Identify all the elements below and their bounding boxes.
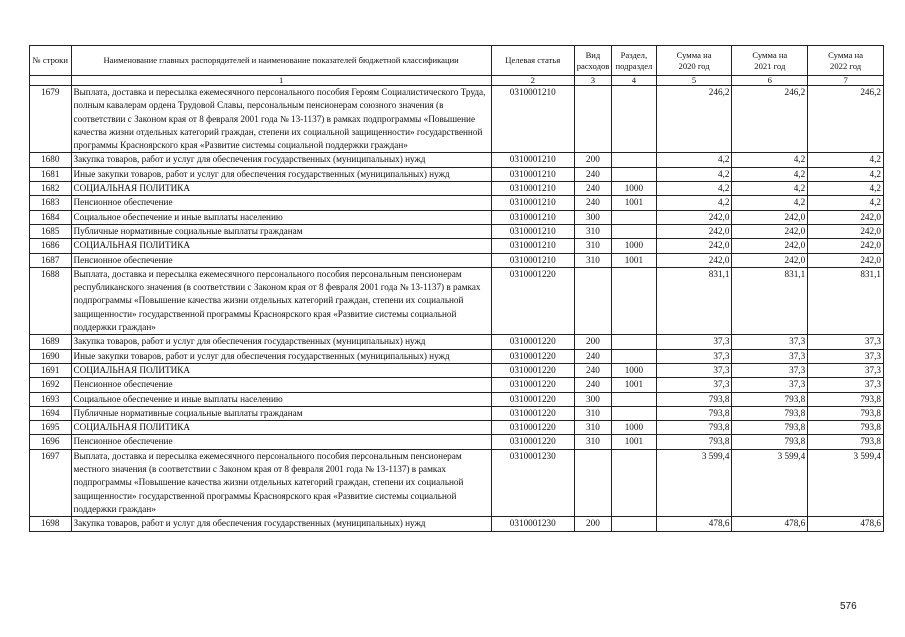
sum-2020-cell: 793,8 <box>656 435 732 449</box>
sum-2020-cell: 37,3 <box>656 349 732 363</box>
sum-2020-cell: 37,3 <box>656 335 732 349</box>
sum-2020-cell: 4,2 <box>656 153 732 167</box>
header-row-number: № строки <box>30 46 72 76</box>
table-row <box>30 239 884 253</box>
header-section <box>612 46 657 76</box>
section-cell: 1001 <box>612 196 657 210</box>
sum-2021-cell: 4,2 <box>732 196 808 210</box>
table-row <box>30 349 884 363</box>
sum-2021-cell: 242,0 <box>732 239 808 253</box>
column-number: 4 <box>612 76 657 86</box>
header-sum-2022-line1: Сумма на <box>828 49 864 60</box>
target-article-cell: 0310001210 <box>491 182 574 196</box>
row-number-cell: 1687 <box>30 253 72 267</box>
sum-2022-cell: 37,3 <box>808 378 884 392</box>
section-cell: 1000 <box>612 363 657 377</box>
expense-type-cell: 240 <box>574 167 611 181</box>
name-cell: Пенсионное обеспечение <box>71 253 491 267</box>
expense-type-cell: 310 <box>574 224 611 238</box>
section-cell: 1001 <box>612 435 657 449</box>
row-number-cell: 1689 <box>30 335 72 349</box>
expense-type-cell: 310 <box>574 406 611 420</box>
row-number-cell: 1685 <box>30 224 72 238</box>
section-cell <box>612 449 657 516</box>
section-cell: 1000 <box>612 239 657 253</box>
sum-2022-cell: 4,2 <box>808 182 884 196</box>
sum-2020-cell: 793,8 <box>656 421 732 435</box>
sum-2022-cell: 4,2 <box>808 196 884 210</box>
row-number-cell: 1684 <box>30 210 72 224</box>
section-cell: 1001 <box>612 253 657 267</box>
sum-2021-cell: 242,0 <box>732 253 808 267</box>
sum-2021-cell: 793,8 <box>732 435 808 449</box>
sum-2022-cell: 246,2 <box>808 86 884 153</box>
target-article-cell: 0310001210 <box>491 167 574 181</box>
column-number: 2 <box>491 76 574 86</box>
sum-2020-cell: 831,1 <box>656 267 732 334</box>
header-sum-2021-line1: Сумма на <box>752 49 788 60</box>
target-article-cell: 0310001220 <box>491 363 574 377</box>
name-cell: Пенсионное обеспечение <box>71 196 491 210</box>
table-row <box>30 167 884 181</box>
target-article-cell: 0310001210 <box>491 196 574 210</box>
table-row <box>30 435 884 449</box>
target-article-cell: 0310001220 <box>491 392 574 406</box>
row-number-cell: 1697 <box>30 449 72 516</box>
header-sum-2020-line2: 2020 год <box>678 60 710 71</box>
column-number: 5 <box>656 76 732 86</box>
sum-2022-cell: 242,0 <box>808 224 884 238</box>
expense-type-cell: 310 <box>574 239 611 253</box>
section-cell <box>612 86 657 153</box>
expense-type-cell: 300 <box>574 210 611 224</box>
sum-2020-cell: 4,2 <box>656 182 732 196</box>
row-number-cell: 1695 <box>30 421 72 435</box>
sum-2020-cell: 4,2 <box>656 167 732 181</box>
sum-2020-cell: 4,2 <box>656 196 732 210</box>
sum-2021-cell: 4,2 <box>732 182 808 196</box>
sum-2021-cell: 793,8 <box>732 406 808 420</box>
sum-2020-cell: 793,8 <box>656 392 732 406</box>
sum-2021-cell: 4,2 <box>732 167 808 181</box>
section-cell <box>612 406 657 420</box>
document-page <box>29 45 884 532</box>
expense-type-cell: 310 <box>574 435 611 449</box>
sum-2021-cell: 3 599,4 <box>732 449 808 516</box>
table-row <box>30 363 884 377</box>
header-section-line1: Раздел, <box>620 49 648 60</box>
sum-2021-cell: 246,2 <box>732 86 808 153</box>
header-target-article: Целевая статья <box>491 46 574 76</box>
sum-2020-cell: 246,2 <box>656 86 732 153</box>
table-row <box>30 196 884 210</box>
table-row <box>30 224 884 238</box>
table-row <box>30 421 884 435</box>
section-cell: 1001 <box>612 378 657 392</box>
table-row <box>30 449 884 516</box>
target-article-cell: 0310001220 <box>491 406 574 420</box>
target-article-cell: 0310001220 <box>491 349 574 363</box>
section-cell <box>612 153 657 167</box>
name-cell: Социальное обеспечение и иные выплаты населению <box>71 210 491 224</box>
row-number-cell: 1682 <box>30 182 72 196</box>
sum-2020-cell: 793,8 <box>656 406 732 420</box>
target-article-cell: 0310001220 <box>491 421 574 435</box>
header-sum-2020-line1: Сумма на <box>676 49 712 60</box>
row-number-cell: 1680 <box>30 153 72 167</box>
sum-2022-cell: 793,8 <box>808 392 884 406</box>
sum-2021-cell: 37,3 <box>732 363 808 377</box>
sum-2022-cell: 793,8 <box>808 421 884 435</box>
name-cell: Закупка товаров, работ и услуг для обеспечения государственных (муниципальных) нужд <box>71 335 491 349</box>
expense-type-cell: 240 <box>574 363 611 377</box>
target-article-cell: 0310001210 <box>491 86 574 153</box>
section-cell <box>612 167 657 181</box>
expense-type-cell: 200 <box>574 335 611 349</box>
target-article-cell: 0310001220 <box>491 267 574 334</box>
sum-2022-cell: 831,1 <box>808 267 884 334</box>
target-article-cell: 0310001230 <box>491 517 574 531</box>
sum-2022-cell: 4,2 <box>808 167 884 181</box>
sum-2021-cell: 37,3 <box>732 335 808 349</box>
column-number-row <box>30 76 884 86</box>
row-number-cell: 1691 <box>30 363 72 377</box>
target-article-cell: 0310001220 <box>491 335 574 349</box>
name-cell: Социальное обеспечение и иные выплаты населению <box>71 392 491 406</box>
name-cell: Пенсионное обеспечение <box>71 378 491 392</box>
section-cell: 1000 <box>612 182 657 196</box>
table-row <box>30 378 884 392</box>
name-cell: Иные закупки товаров, работ и услуг для обеспечения государственных (муниципальных) нужд <box>71 167 491 181</box>
name-cell: СОЦИАЛЬНАЯ ПОЛИТИКА <box>71 421 491 435</box>
table-row <box>30 253 884 267</box>
sum-2020-cell: 242,0 <box>656 239 732 253</box>
name-cell: Закупка товаров, работ и услуг для обеспечения государственных (муниципальных) нужд <box>71 517 491 531</box>
column-number-blank <box>30 76 72 86</box>
header-sum-2022 <box>808 46 884 76</box>
sum-2021-cell: 793,8 <box>732 392 808 406</box>
expense-type-cell: 240 <box>574 196 611 210</box>
row-number-cell: 1698 <box>30 517 72 531</box>
sum-2022-cell: 242,0 <box>808 253 884 267</box>
sum-2021-cell: 793,8 <box>732 421 808 435</box>
header-section-line2: подраздел <box>615 60 653 71</box>
expense-type-cell <box>574 267 611 334</box>
section-cell <box>612 349 657 363</box>
row-number-cell: 1692 <box>30 378 72 392</box>
table-body <box>30 86 884 532</box>
name-cell: СОЦИАЛЬНАЯ ПОЛИТИКА <box>71 182 491 196</box>
column-number: 1 <box>71 76 491 86</box>
table-row <box>30 86 884 153</box>
sum-2022-cell: 37,3 <box>808 335 884 349</box>
expense-type-cell: 300 <box>574 392 611 406</box>
name-cell: Выплата, доставка и пересылка ежемесячного персонального пособия Героям Социалистического Труда, полным кавалерам ордена Трудовой Славы, персональным пенсионерам союзного значения (в соответствии с Законом края от 8 февраля 2001 года № 13-1137) в рамках подпрограммы «Повышение качества жизни отдельных категорий граждан, степени их социальной защищенности» государственной программы Красноярского края «Развитие системы социальной поддержки граждан» <box>71 86 491 153</box>
sum-2021-cell: 37,3 <box>732 349 808 363</box>
expense-type-cell: 240 <box>574 182 611 196</box>
header-sum-2022-line2: 2022 год <box>830 60 862 71</box>
row-number-cell: 1690 <box>30 349 72 363</box>
sum-2020-cell: 242,0 <box>656 224 732 238</box>
sum-2021-cell: 242,0 <box>732 210 808 224</box>
column-number: 7 <box>808 76 884 86</box>
row-number-cell: 1694 <box>30 406 72 420</box>
sum-2022-cell: 793,8 <box>808 406 884 420</box>
row-number-cell: 1688 <box>30 267 72 334</box>
name-cell: Закупка товаров, работ и услуг для обеспечения государственных (муниципальных) нужд <box>71 153 491 167</box>
section-cell <box>612 517 657 531</box>
sum-2021-cell: 478,6 <box>732 517 808 531</box>
sum-2022-cell: 37,3 <box>808 349 884 363</box>
section-cell <box>612 392 657 406</box>
row-number-cell: 1681 <box>30 167 72 181</box>
expense-type-cell: 240 <box>574 349 611 363</box>
section-cell: 1000 <box>612 421 657 435</box>
table-row <box>30 210 884 224</box>
name-cell: Иные закупки товаров, работ и услуг для обеспечения государственных (муниципальных) нужд <box>71 349 491 363</box>
sum-2022-cell: 242,0 <box>808 239 884 253</box>
sum-2022-cell: 37,3 <box>808 363 884 377</box>
header-expense-type-line2: расходов <box>576 60 610 71</box>
target-article-cell: 0310001210 <box>491 239 574 253</box>
table-row <box>30 153 884 167</box>
budget-table <box>29 45 884 532</box>
expense-type-cell: 310 <box>574 253 611 267</box>
name-cell: Выплата, доставка и пересылка ежемесячного персонального пособия персональным пенсионерам республиканского значения (в соответствии с Законом края от 8 февраля 2001 года № 13-1137) в рамках подпрограммы «Повышение качества жизни отдельных категорий граждан, степени их социальной защищенности» государственной программы Красноярского края «Развитие системы социальной поддержки граждан» <box>71 267 491 334</box>
sum-2020-cell: 242,0 <box>656 253 732 267</box>
target-article-cell: 0310001210 <box>491 210 574 224</box>
header-sum-2021-line2: 2021 год <box>754 60 786 71</box>
name-cell: Пенсионное обеспечение <box>71 435 491 449</box>
section-cell <box>612 335 657 349</box>
header-expense-type <box>574 46 611 76</box>
expense-type-cell <box>574 86 611 153</box>
row-number-cell: 1693 <box>30 392 72 406</box>
sum-2020-cell: 37,3 <box>656 378 732 392</box>
target-article-cell: 0310001230 <box>491 449 574 516</box>
expense-type-cell: 200 <box>574 153 611 167</box>
sum-2020-cell: 37,3 <box>656 363 732 377</box>
section-cell <box>612 210 657 224</box>
sum-2022-cell: 3 599,4 <box>808 449 884 516</box>
column-number: 6 <box>732 76 808 86</box>
name-cell: Публичные нормативные социальные выплаты гражданам <box>71 406 491 420</box>
expense-type-cell <box>574 449 611 516</box>
target-article-cell: 0310001210 <box>491 253 574 267</box>
row-number-cell: 1679 <box>30 86 72 153</box>
sum-2021-cell: 4,2 <box>732 153 808 167</box>
table-row <box>30 517 884 531</box>
column-number: 3 <box>574 76 611 86</box>
row-number-cell: 1683 <box>30 196 72 210</box>
sum-2022-cell: 242,0 <box>808 210 884 224</box>
table-row <box>30 267 884 334</box>
sum-2021-cell: 37,3 <box>732 378 808 392</box>
table-row <box>30 392 884 406</box>
table-row <box>30 406 884 420</box>
sum-2022-cell: 793,8 <box>808 435 884 449</box>
page-number: 576 <box>840 601 857 612</box>
header-sum-2021 <box>732 46 808 76</box>
name-cell: Выплата, доставка и пересылка ежемесячного персонального пособия персональным пенсионерам местного значения (в соответствии с Законом края от 8 февраля 2001 года № 13-1137) в рамках подпрограммы «Повышение качества жизни отдельных категорий граждан, степени их социальной защищенности» государственной программы Красноярского края «Развитие системы социальной поддержки граждан» <box>71 449 491 516</box>
header-expense-type-line1: Вид <box>585 49 601 60</box>
row-number-cell: 1686 <box>30 239 72 253</box>
table-row <box>30 182 884 196</box>
name-cell: СОЦИАЛЬНАЯ ПОЛИТИКА <box>71 363 491 377</box>
sum-2022-cell: 4,2 <box>808 153 884 167</box>
expense-type-cell: 310 <box>574 421 611 435</box>
sum-2021-cell: 831,1 <box>732 267 808 334</box>
name-cell: Публичные нормативные социальные выплаты гражданам <box>71 224 491 238</box>
sum-2022-cell: 478,6 <box>808 517 884 531</box>
expense-type-cell: 200 <box>574 517 611 531</box>
table-header <box>30 46 884 86</box>
sum-2020-cell: 3 599,4 <box>656 449 732 516</box>
table-row <box>30 335 884 349</box>
header-sum-2020 <box>656 46 732 76</box>
target-article-cell: 0310001220 <box>491 435 574 449</box>
target-article-cell: 0310001210 <box>491 224 574 238</box>
name-cell: СОЦИАЛЬНАЯ ПОЛИТИКА <box>71 239 491 253</box>
sum-2020-cell: 478,6 <box>656 517 732 531</box>
target-article-cell: 0310001220 <box>491 378 574 392</box>
row-number-cell: 1696 <box>30 435 72 449</box>
target-article-cell: 0310001210 <box>491 153 574 167</box>
header-name: Наименование главных распорядителей и наименование показателей бюджетной классификации <box>71 46 491 76</box>
sum-2021-cell: 242,0 <box>732 224 808 238</box>
section-cell <box>612 267 657 334</box>
sum-2020-cell: 242,0 <box>656 210 732 224</box>
section-cell <box>612 224 657 238</box>
expense-type-cell: 240 <box>574 378 611 392</box>
